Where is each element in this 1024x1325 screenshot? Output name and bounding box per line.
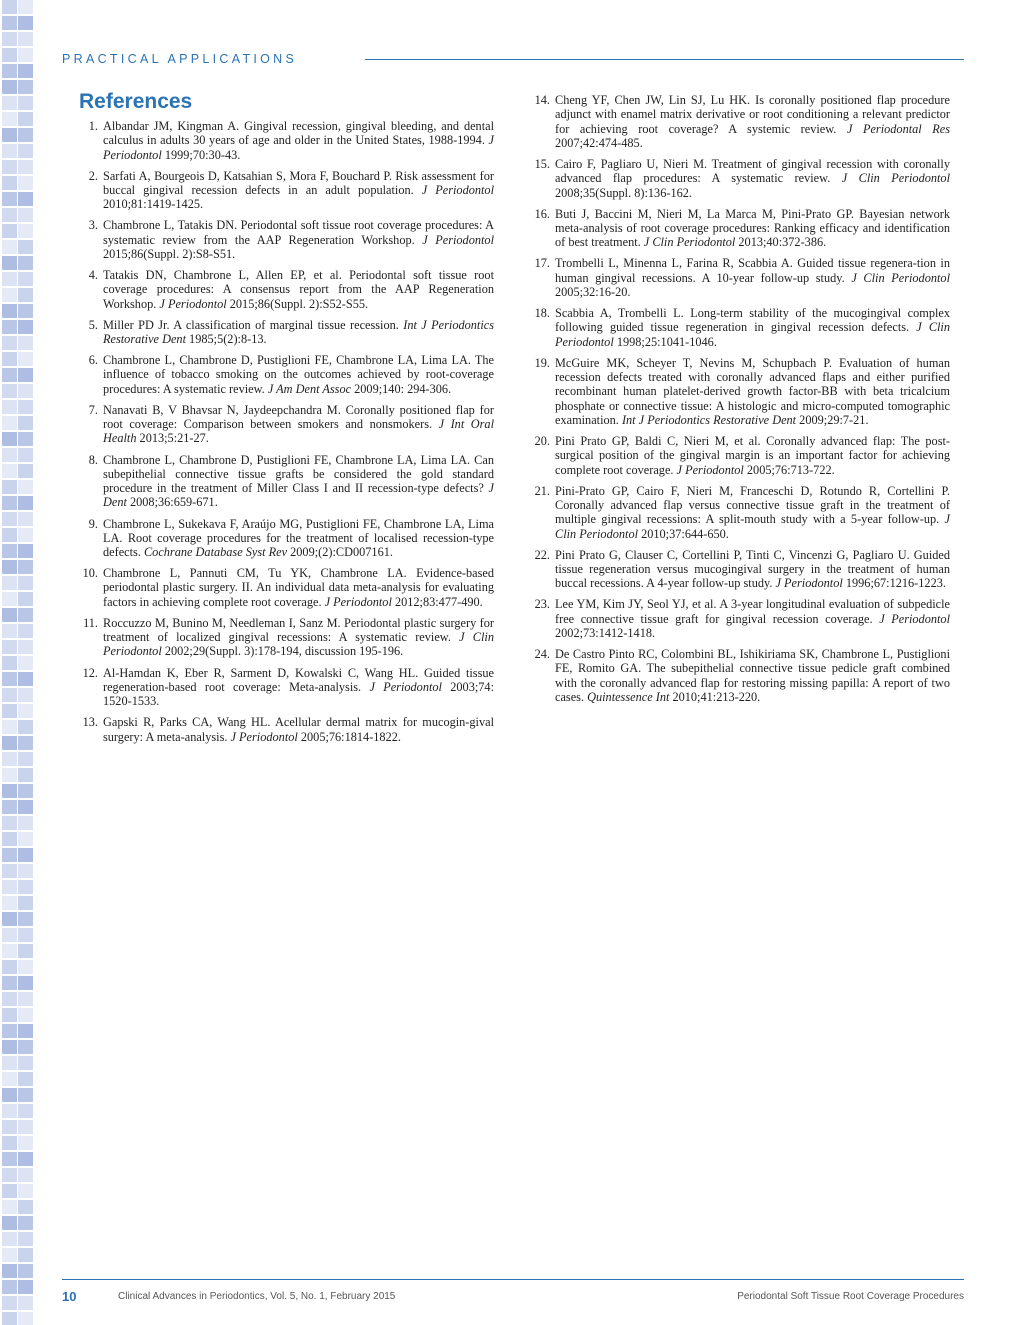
reference-journal: J Periodontal Res	[846, 121, 951, 136]
reference-journal: J Periodontol	[421, 182, 494, 197]
pixel-cell	[2, 48, 17, 62]
pixel-cell	[18, 1232, 33, 1246]
reference-item	[530, 207, 950, 250]
reference-item	[530, 157, 950, 200]
pixel-cell	[18, 656, 33, 670]
decorative-pixel-strip	[0, 0, 34, 1325]
reference-text: Cheng YF, Chen JW, Lin SJ, Lu HK. Is coronally positioned flap procedure adjunct with enamel matrix derivative or root conditioning a relevant predictor for achieving root coverage? A systemic review.	[555, 93, 950, 136]
reference-item	[530, 597, 950, 640]
reference-item	[78, 453, 494, 510]
references-heading: References	[79, 90, 193, 113]
reference-journal: J Clin Periodontol	[555, 320, 950, 349]
reference-number: 14.	[534, 93, 550, 107]
pixel-cell	[2, 176, 17, 190]
pixel-cell	[18, 160, 33, 174]
references-column-right	[530, 93, 950, 711]
pixel-cell	[2, 400, 17, 414]
pixel-cell	[2, 1216, 17, 1230]
pixel-cell	[2, 64, 17, 78]
reference-journal: Cochrane Database Syst Rev	[143, 545, 288, 560]
reference-journal: J Periodontol	[422, 232, 494, 247]
reference-volume-pages: 2013;5:21-27.	[136, 431, 209, 446]
pixel-cell	[18, 1088, 33, 1102]
pixel-cell	[18, 352, 33, 366]
pixel-cell	[18, 816, 33, 830]
reference-volume-pages: 2007;42:474-485.	[555, 135, 643, 150]
reference-item	[78, 318, 494, 347]
reference-number: 20.	[534, 434, 550, 449]
pixel-cell	[18, 576, 33, 590]
reference-text: Chambrone L, Chambrone D, Pustiglioni FE, Chambrone LA, Lima LA. Can subepithelial connective tissue grafts be considered the gold standard procedure in the treatment of Miller Class I and II recession-type defects?	[103, 452, 494, 496]
pixel-cell	[18, 640, 33, 654]
pixel-cell	[18, 1136, 33, 1150]
pixel-cell	[18, 768, 33, 782]
reference-number: 6.	[88, 353, 98, 368]
pixel-cell	[2, 608, 17, 622]
reference-journal: J Periodontol	[159, 296, 227, 311]
pixel-cell	[18, 976, 33, 990]
pixel-cell	[2, 240, 17, 254]
pixel-cell	[18, 1280, 33, 1294]
pixel-cell	[18, 64, 33, 78]
pixel-cell	[2, 720, 17, 734]
pixel-cell	[2, 880, 17, 894]
journal-citation: Clinical Advances in Periodontics, Vol. 5, No. 1, February 2015	[118, 1291, 396, 1302]
pixel-cell	[18, 256, 33, 270]
reference-number: 9.	[88, 516, 98, 531]
pixel-cell	[2, 384, 17, 398]
pixel-cell	[18, 96, 33, 110]
pixel-cell	[18, 240, 33, 254]
reference-journal: J Clin Periodontol	[851, 270, 950, 285]
reference-text: Lee YM, Kim JY, Seol YJ, et al. A 3-year longitudinal evaluation of subpedicle free connective tissue graft for gingival recession coverage.	[555, 597, 950, 626]
pixel-cell	[18, 1104, 33, 1118]
reference-volume-pages: 2009;140: 294-306.	[351, 381, 452, 396]
pixel-cell	[18, 448, 33, 462]
pixel-cell	[2, 1200, 17, 1214]
footer-rule	[62, 1279, 964, 1280]
reference-volume-pages: 2015;86(Suppl. 2):S8-S51.	[103, 246, 236, 261]
pixel-cell	[2, 1024, 17, 1038]
pixel-cell	[18, 512, 33, 526]
reference-volume-pages: 2002;29(Suppl. 3):178-194, discussion 195-196.	[161, 644, 404, 659]
pixel-cell	[18, 368, 33, 382]
pixel-cell	[18, 544, 33, 558]
reference-volume-pages: 2010;81:1419-1425.	[103, 197, 204, 212]
pixel-cell	[2, 1264, 17, 1278]
reference-journal: J Periodontol	[324, 594, 392, 609]
pixel-cell	[18, 864, 33, 878]
pixel-cell	[18, 144, 33, 158]
pixel-cell	[2, 0, 17, 14]
reference-number: 18.	[534, 306, 550, 321]
pixel-cell	[2, 640, 17, 654]
pixel-cell	[2, 944, 17, 958]
reference-number: 2.	[88, 168, 98, 183]
pixel-cell	[2, 1248, 17, 1262]
pixel-cell	[18, 80, 33, 94]
reference-text: Roccuzzo M, Bunino M, Needleman I, Sanz M. Periodontal plastic surgery for treatment of localized gingival recessions: A systematic review.	[103, 615, 494, 645]
reference-number: 24.	[534, 647, 550, 662]
pixel-cell	[2, 16, 17, 30]
pixel-cell	[18, 432, 33, 446]
reference-journal: Quintessence Int	[587, 689, 670, 704]
header-rule	[365, 59, 964, 60]
pixel-cell	[18, 32, 33, 46]
reference-item	[78, 403, 494, 446]
reference-text: Sarfati A, Bourgeois D, Katsahian S, Mora F, Bouchard P. Risk assessment for buccal gingival recession defects in an adult population.	[103, 168, 494, 197]
reference-number: 23.	[534, 597, 550, 612]
pixel-cell	[18, 688, 33, 702]
pixel-cell	[2, 1040, 17, 1054]
pixel-cell	[18, 672, 33, 686]
pixel-cell	[18, 0, 33, 14]
pixel-cell	[18, 784, 33, 798]
reference-item	[78, 169, 494, 212]
pixel-cell	[18, 560, 33, 574]
reference-text: Cairo F, Pagliaro U, Nieri M. Treatment of gingival recession with coronally advanced flap procedures: A systematic review.	[555, 156, 950, 186]
reference-number: 10.	[82, 566, 98, 581]
reference-item	[78, 616, 494, 659]
pixel-cell	[2, 288, 17, 302]
reference-journal: J Clin Periodontol	[103, 630, 494, 659]
pixel-cell	[2, 480, 17, 494]
pixel-cell	[2, 1232, 17, 1246]
pixel-cell	[18, 320, 33, 334]
pixel-cell	[18, 496, 33, 510]
article-short-title: Periodontal Soft Tissue Root Coverage Procedures	[737, 1291, 964, 1302]
pixel-cell	[2, 864, 17, 878]
pixel-cell	[18, 288, 33, 302]
references-column-left	[78, 119, 494, 751]
pixel-cell	[18, 1200, 33, 1214]
pixel-cell	[18, 960, 33, 974]
reference-journal: J Clin Periodontol	[841, 171, 950, 186]
pixel-cell	[18, 1248, 33, 1262]
pixel-cell	[18, 896, 33, 910]
reference-text: Pini Prato G, Clauser C, Cortellini P, Tinti C, Vincenzi G, Pagliaro U. Guided tissue regeneration versus mucogingival surgery in the treatment of human buccal recessions. A 4-year follow-up study.	[555, 547, 950, 591]
pixel-cell	[2, 96, 17, 110]
pixel-cell	[18, 736, 33, 750]
pixel-cell	[2, 416, 17, 430]
reference-journal: J Clin Periodontol	[643, 235, 736, 250]
reference-volume-pages: 2012;83:477-490.	[391, 594, 483, 609]
reference-item	[78, 566, 494, 609]
pixel-cell	[18, 16, 33, 30]
reference-volume-pages: 1999;70:30-43.	[161, 147, 241, 162]
pixel-cell	[2, 272, 17, 286]
reference-text: Pini-Prato GP, Cairo F, Nieri M, Franceschi D, Rotundo R, Cortellini P. Coronally advanced flap versus connective tissue graft in the treatment of multiple gingival recessions: A split-mouth study with a 5-year follow-up.	[555, 483, 950, 527]
section-label: PRACTICAL APPLICATIONS	[62, 52, 298, 66]
pixel-cell	[2, 912, 17, 926]
reference-volume-pages: 2009;29:7-21.	[796, 412, 869, 427]
reference-volume-pages: 2005;76:713-722.	[743, 462, 835, 477]
pixel-cell	[2, 1168, 17, 1182]
reference-number: 16.	[534, 206, 550, 221]
pixel-cell	[18, 592, 33, 606]
pixel-cell	[2, 336, 17, 350]
pixel-cell	[18, 1024, 33, 1038]
pixel-cell	[18, 176, 33, 190]
pixel-cell	[18, 400, 33, 414]
pixel-cell	[2, 1280, 17, 1294]
reference-item	[78, 517, 494, 560]
pixel-cell	[18, 720, 33, 734]
reference-journal: J Periodontol	[775, 576, 843, 591]
pixel-cell	[2, 144, 17, 158]
reference-volume-pages: 2010;41:213-220.	[669, 689, 761, 704]
pixel-cell	[2, 656, 17, 670]
reference-volume-pages: 2005;76:1814-1822.	[297, 729, 401, 744]
pixel-cell	[2, 448, 17, 462]
reference-text: Pini Prato GP, Baldi C, Nieri M, et al. Coronally advanced flap: The post-surgical position of the gingival margin is an important factor for achieving complete root coverage.	[555, 434, 950, 477]
pixel-cell	[18, 1152, 33, 1166]
pixel-cell	[18, 128, 33, 142]
pixel-cell	[2, 1088, 17, 1102]
pixel-cell	[2, 800, 17, 814]
reference-item	[530, 93, 950, 150]
pixel-cell	[2, 192, 17, 206]
reference-volume-pages: 2008;36:659-671.	[126, 495, 218, 510]
pixel-cell	[2, 1072, 17, 1086]
pixel-cell	[2, 736, 17, 750]
reference-item	[530, 647, 950, 704]
pixel-cell	[2, 544, 17, 558]
reference-number: 22.	[534, 547, 550, 562]
pixel-cell	[18, 752, 33, 766]
pixel-cell	[18, 1312, 33, 1325]
reference-journal: Int J Periodontics Restorative Dent	[103, 317, 494, 347]
pixel-cell	[18, 944, 33, 958]
pixel-cell	[18, 1296, 33, 1310]
pixel-cell	[18, 912, 33, 926]
pixel-cell	[18, 928, 33, 942]
reference-volume-pages: 2013;40:372-386.	[735, 235, 827, 250]
pixel-cell	[18, 1264, 33, 1278]
reference-text: Gapski R, Parks CA, Wang HL. Acellular dermal matrix for mucogin-gival surgery: A meta-analysis.	[103, 715, 494, 744]
pixel-cell	[2, 704, 17, 718]
reference-text: Buti J, Baccini M, Nieri M, La Marca M, Pini-Prato GP. Bayesian network meta-analysis of root coverage procedures: Ranking efficacy and identification of best treatment.	[555, 206, 950, 250]
pixel-cell	[2, 80, 17, 94]
reference-text: Trombelli L, Minenna L, Farina R, Scabbia A. Guided tissue regenera-tion in human gingival recessions. A 10-year follow-up study.	[555, 256, 950, 285]
pixel-cell	[2, 960, 17, 974]
pixel-cell	[2, 320, 17, 334]
reference-volume-pages: 1985;5(2):8-13.	[185, 332, 267, 347]
pixel-cell	[2, 560, 17, 574]
pixel-cell	[2, 848, 17, 862]
pixel-cell	[2, 1120, 17, 1134]
pixel-cell	[2, 896, 17, 910]
pixel-cell	[18, 832, 33, 846]
pixel-cell	[2, 512, 17, 526]
reference-item	[530, 548, 950, 591]
reference-item	[78, 268, 494, 311]
pixel-cell	[18, 848, 33, 862]
reference-number: 11.	[83, 615, 98, 630]
reference-item	[530, 306, 950, 349]
reference-number: 4.	[88, 268, 98, 283]
pixel-cell	[2, 112, 17, 126]
reference-journal: J Int Oral Health	[103, 417, 494, 446]
reference-journal: J Am Dent Assoc	[267, 381, 352, 396]
pixel-cell	[18, 1168, 33, 1182]
pixel-cell	[18, 624, 33, 638]
pixel-cell	[18, 1056, 33, 1070]
pixel-cell	[2, 496, 17, 510]
pixel-cell	[2, 368, 17, 382]
reference-text: Chambrone L, Pannuti CM, Tu YK, Chambrone LA. Evidence-based periodontal plastic surgery. II. An individual data meta-analysis for evaluating factors in achieving complete root coverage.	[103, 566, 494, 609]
reference-number: 3.	[88, 218, 98, 233]
reference-number: 12.	[82, 665, 98, 680]
pixel-cell	[2, 1056, 17, 1070]
pixel-cell	[2, 352, 17, 366]
pixel-cell	[18, 48, 33, 62]
pixel-cell	[18, 272, 33, 286]
reference-number: 1.	[88, 119, 98, 133]
pixel-cell	[2, 224, 17, 238]
pixel-cell	[18, 800, 33, 814]
pixel-cell	[2, 1152, 17, 1166]
pixel-cell	[2, 576, 17, 590]
reference-item	[530, 484, 950, 541]
reference-number: 8.	[88, 452, 98, 467]
pixel-cell	[18, 480, 33, 494]
pixel-cell	[18, 384, 33, 398]
pixel-cell	[2, 208, 17, 222]
pixel-cell	[2, 992, 17, 1006]
reference-item	[78, 218, 494, 261]
reference-text: Chambrone L, Tatakis DN. Periodontal soft tissue root coverage procedures: A systematic review from the AAP Regeneration Workshop.	[103, 218, 494, 247]
reference-text: Al-Hamdan K, Eber R, Sarment D, Kowalski C, Wang HL. Guided tissue regeneration-based root coverage: Meta-analysis.	[103, 665, 494, 694]
reference-text: De Castro Pinto RC, Colombini BL, Ishikiriama SK, Chambrone L, Pustiglioni FE, Romito GA. The subepithelial connective tissue pedicle graft combined with the coronally advanced flap for restoring missing papilla: A report of two cases.	[555, 647, 950, 704]
pixel-cell	[18, 112, 33, 126]
reference-text: McGuire MK, Scheyer T, Nevins M, Schupbach P. Evaluation of human recession defects treated with coronally advanced flaps and either purified recombinant human platelet-derived growth factor-BB with beta tricalcium phosphate or connective tissue: A histologic and micro-computed tomographic examination.	[555, 355, 950, 427]
pixel-cell	[2, 528, 17, 542]
pixel-cell	[2, 32, 17, 46]
pixel-cell	[2, 160, 17, 174]
reference-text: Chambrone L, Chambrone D, Pustiglioni FE, Chambrone LA, Lima LA. The influence of tobacco smoking on the outcomes achieved by root-coverage procedures: A systematic review.	[103, 353, 494, 396]
pixel-cell	[18, 992, 33, 1006]
reference-journal: J Periodontol	[369, 679, 442, 694]
reference-number: 21.	[534, 483, 550, 498]
reference-journal: J Periodontol	[230, 729, 298, 744]
reference-journal: J Clin Periodontol	[555, 512, 950, 541]
pixel-strip-column	[18, 0, 33, 1325]
pixel-cell	[2, 928, 17, 942]
reference-volume-pages: 2008;35(Suppl. 8):136-162.	[555, 185, 692, 200]
pixel-cell	[18, 528, 33, 542]
pixel-cell	[18, 1216, 33, 1230]
pixel-cell	[18, 208, 33, 222]
reference-volume-pages: 2010;37:644-650.	[638, 526, 729, 541]
pixel-cell	[2, 464, 17, 478]
pixel-strip-column	[2, 0, 17, 1325]
page-number: 10	[62, 1289, 77, 1304]
reference-journal: J Periodontol	[103, 133, 494, 162]
pixel-cell	[2, 1312, 17, 1325]
reference-item	[78, 353, 494, 396]
pixel-cell	[18, 1072, 33, 1086]
reference-volume-pages: 1998;25:1041-1046.	[613, 334, 717, 349]
pixel-cell	[18, 464, 33, 478]
reference-item	[78, 715, 494, 744]
reference-text: Tatakis DN, Chambrone L, Allen EP, et al. Periodontal soft tissue root coverage procedures: A consensus report from the AAP Regeneration Workshop.	[103, 268, 494, 311]
pixel-cell	[2, 1104, 17, 1118]
pixel-cell	[2, 816, 17, 830]
pixel-cell	[2, 768, 17, 782]
reference-item	[530, 256, 950, 299]
reference-text: Miller PD Jr. A classification of marginal tissue recession.	[103, 317, 404, 332]
reference-number: 5.	[88, 317, 98, 332]
pixel-cell	[2, 784, 17, 798]
pixel-cell	[2, 304, 17, 318]
pixel-cell	[2, 256, 17, 270]
reference-volume-pages: 2015;86(Suppl. 2):S52-S55.	[226, 296, 369, 311]
reference-volume-pages: 2009;(2):CD007161.	[287, 545, 393, 560]
reference-journal: Int J Periodontics Restorative Dent	[621, 412, 797, 427]
pixel-cell	[18, 1040, 33, 1054]
reference-text: Chambrone L, Sukekava F, Araújo MG, Pustiglioni FE, Chambrone LA, Lima LA. Root coverage procedures for the treatment of localised recession-type defects.	[103, 516, 494, 560]
pixel-cell	[18, 224, 33, 238]
pixel-cell	[18, 192, 33, 206]
pixel-cell	[18, 416, 33, 430]
pixel-cell	[18, 880, 33, 894]
pixel-cell	[18, 336, 33, 350]
pixel-cell	[18, 1008, 33, 1022]
pixel-cell	[2, 592, 17, 606]
pixel-cell	[2, 672, 17, 686]
reference-number: 7.	[88, 402, 98, 417]
reference-volume-pages: 1996;67:1216-1223.	[842, 576, 946, 591]
reference-text: Scabbia A, Trombelli L. Long-term stability of the mucogingival complex following guided tissue regeneration in gingival recession defects.	[555, 306, 950, 335]
reference-journal: J Periodontol	[879, 611, 950, 626]
pixel-cell	[2, 1296, 17, 1310]
pixel-cell	[2, 1184, 17, 1198]
pixel-cell	[18, 1120, 33, 1134]
pixel-cell	[2, 688, 17, 702]
pixel-cell	[2, 832, 17, 846]
reference-journal: J Periodontol	[676, 462, 744, 477]
pixel-cell	[18, 304, 33, 318]
reference-volume-pages: 2005;32:16-20.	[555, 284, 631, 299]
reference-volume-pages: 2003;74: 1520-1533.	[103, 679, 494, 709]
reference-number: 15.	[534, 156, 550, 171]
pixel-cell	[18, 704, 33, 718]
reference-text: Nanavati B, V Bhavsar N, Jaydeepchandra M. Coronally positioned flap for root coverage: Comparison between smokers and nonsmokers.	[103, 402, 494, 432]
pixel-cell	[18, 608, 33, 622]
pixel-cell	[2, 1008, 17, 1022]
reference-item	[78, 119, 494, 162]
reference-number: 13.	[82, 715, 98, 730]
pixel-cell	[2, 976, 17, 990]
reference-text: Albandar JM, Kingman A. Gingival recession, gingival bleeding, and dental calculus in adults 30 years of age and older in the United States, 1988-1994.	[103, 119, 494, 148]
reference-volume-pages: 2002;73:1412-1418.	[555, 625, 656, 640]
pixel-cell	[2, 624, 17, 638]
reference-number: 19.	[534, 355, 550, 370]
reference-item	[530, 434, 950, 477]
reference-journal: J Dent	[103, 481, 494, 510]
reference-item	[530, 356, 950, 427]
pixel-cell	[18, 1184, 33, 1198]
pixel-cell	[2, 432, 17, 446]
pixel-cell	[2, 1136, 17, 1150]
pixel-cell	[2, 128, 17, 142]
reference-item	[78, 666, 494, 709]
reference-number: 17.	[534, 256, 550, 271]
pixel-cell	[2, 752, 17, 766]
